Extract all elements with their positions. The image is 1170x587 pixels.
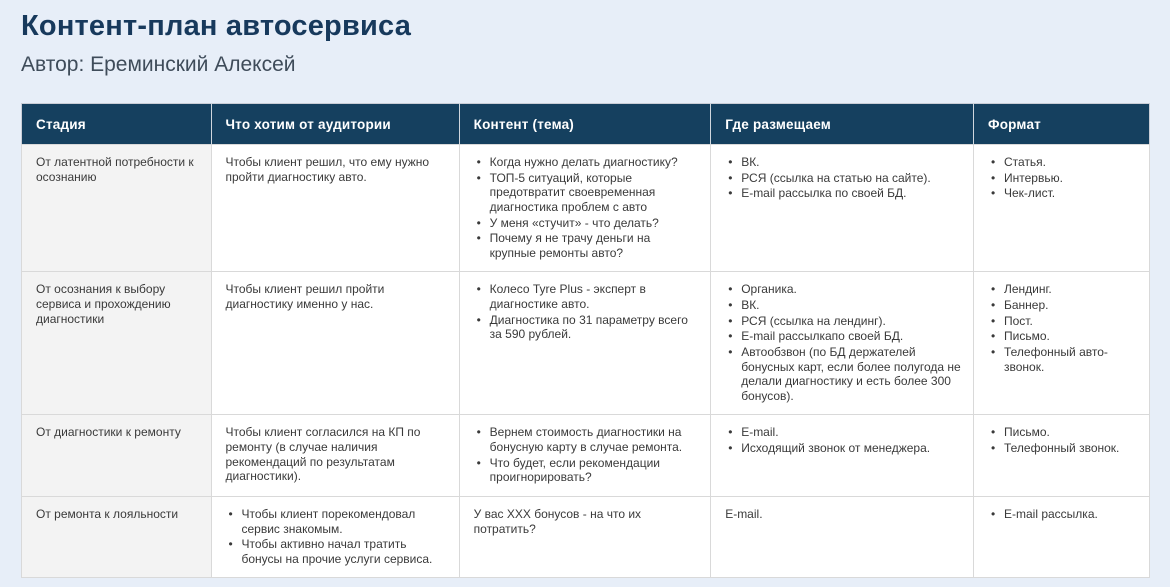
bullet-item: • Статья. <box>988 155 1137 170</box>
page-subtitle: Автор: Ереминский Алексей <box>21 53 296 76</box>
bullet-item: • Письмо. <box>988 425 1137 440</box>
column-header-stage: Стадия <box>22 104 212 145</box>
bullet-list <box>474 282 699 342</box>
bullet-item: • Чек-лист. <box>988 186 1137 201</box>
bullet-item: • Пост. <box>988 314 1137 329</box>
bullet-item: • Что будет, если рекомендации проигнорировать? <box>474 456 699 485</box>
bullet-list <box>725 155 961 201</box>
cell-audience-goal <box>211 145 459 272</box>
bullet-list <box>226 507 447 567</box>
bullet-item: • Исходящий звонок от менеджера. <box>725 441 961 456</box>
cell-content-topic <box>459 496 711 578</box>
cell-placement <box>711 272 974 415</box>
table-header <box>22 104 1150 145</box>
table-row <box>22 496 1150 578</box>
cell-text: E-mail. <box>725 506 763 521</box>
table-body <box>22 145 1150 578</box>
cell-audience-goal <box>211 272 459 415</box>
bullet-item: • E-mail рассылкапо своей БД. <box>725 329 961 344</box>
bullet-item: • Чтобы клиент порекомендовал сервис знакомым. <box>226 507 447 536</box>
bullet-item: • ТОП-5 ситуаций, которые предотвратит своевременная диагностика проблем с авто <box>474 171 699 215</box>
cell-stage <box>22 272 212 415</box>
cell-format <box>974 272 1150 415</box>
bullet-item: • E-mail рассылка по своей БД. <box>725 186 961 201</box>
cell-content-topic <box>459 272 711 415</box>
bullet-item: • Органика. <box>725 282 961 297</box>
column-header-content-topic: Контент (тема) <box>459 104 711 145</box>
cell-text: От осознания к выбору сервиса и прохождению диагностики <box>36 282 171 326</box>
bullet-item: • E-mail рассылка. <box>988 507 1137 522</box>
column-header-audience-goal: Что хотим от аудитории <box>211 104 459 145</box>
cell-format <box>974 415 1150 497</box>
header-row <box>22 104 1150 145</box>
cell-text: От ремонта к лояльности <box>36 506 179 521</box>
bullet-item: • Диагностика по 31 параметру всего за 590 рублей. <box>474 313 699 342</box>
bullet-item: • Чтобы активно начал тратить бонусы на прочие услуги сервиса. <box>226 537 447 566</box>
column-header-format: Формат <box>974 104 1150 145</box>
cell-placement <box>711 145 974 272</box>
bullet-item: • РСЯ (ссылка на статью на сайте). <box>725 171 961 186</box>
cell-stage <box>22 145 212 272</box>
bullet-item: • Автообзвон (по БД держателей бонусных карт, если более полугода не делали диагностику и есть более 300 бонусов). <box>725 345 961 404</box>
bullet-item: • E-mail. <box>725 425 961 440</box>
bullet-item: • ВК. <box>725 155 961 170</box>
cell-text: Чтобы клиент решил, что ему нужно пройти диагностику авто. <box>225 155 430 184</box>
bullet-item: • Почему я не трачу деньги на крупные ремонты авто? <box>474 231 699 260</box>
cell-placement <box>711 415 974 497</box>
table-row <box>22 415 1150 497</box>
cell-format <box>974 496 1150 578</box>
cell-stage <box>22 496 212 578</box>
bullet-list <box>988 507 1137 522</box>
cell-text: У вас ХХХ бонусов - на что их потратить? <box>473 506 642 536</box>
cell-content-topic <box>459 145 711 272</box>
cell-stage <box>22 415 212 497</box>
bullet-item: • Письмо. <box>988 329 1137 344</box>
bullet-item: • Интервью. <box>988 171 1137 186</box>
content-plan-table <box>21 103 1150 578</box>
page-title: Контент-план автосервиса <box>21 10 412 42</box>
bullet-item: • Колесо Tyre Plus - эксперт в диагностике авто. <box>474 282 699 311</box>
cell-audience-goal <box>211 415 459 497</box>
bullet-item: • ВК. <box>725 298 961 313</box>
bullet-list <box>988 282 1137 374</box>
bullet-item: • Телефонный авто-звонок. <box>988 345 1137 374</box>
bullet-item: • Вернем стоимость диагностики на бонусную карту в случае ремонта. <box>474 425 699 454</box>
cell-text: От латентной потребности к осознанию <box>36 155 194 184</box>
bullet-item: • Когда нужно делать диагностику? <box>474 155 699 170</box>
column-header-placement: Где размещаем <box>711 104 974 145</box>
cell-placement <box>711 496 974 578</box>
cell-audience-goal <box>211 496 459 578</box>
bullet-list <box>474 155 699 260</box>
bullet-item: • У меня «стучит» - что делать? <box>474 216 699 231</box>
bullet-item: • Телефонный звонок. <box>988 441 1137 456</box>
cell-content-topic <box>459 415 711 497</box>
cell-format <box>974 145 1150 272</box>
bullet-list <box>725 282 961 403</box>
cell-text: От диагностики к ремонту <box>36 425 181 440</box>
bullet-list <box>474 425 699 485</box>
table-row <box>22 272 1150 415</box>
bullet-list <box>988 155 1137 201</box>
bullet-item: • Лендинг. <box>988 282 1137 297</box>
cell-text: Чтобы клиент решил пройти диагностику именно у нас. <box>225 282 385 311</box>
table-row <box>22 145 1150 272</box>
cell-text: Чтобы клиент согласился на КП по ремонту (в случае наличия рекомендаций по результатам диагностики). <box>225 425 421 484</box>
bullet-item: • РСЯ (ссылка на лендинг). <box>725 314 961 329</box>
bullet-item: • Баннер. <box>988 298 1137 313</box>
bullet-list <box>725 425 961 455</box>
bullet-list <box>988 425 1137 455</box>
